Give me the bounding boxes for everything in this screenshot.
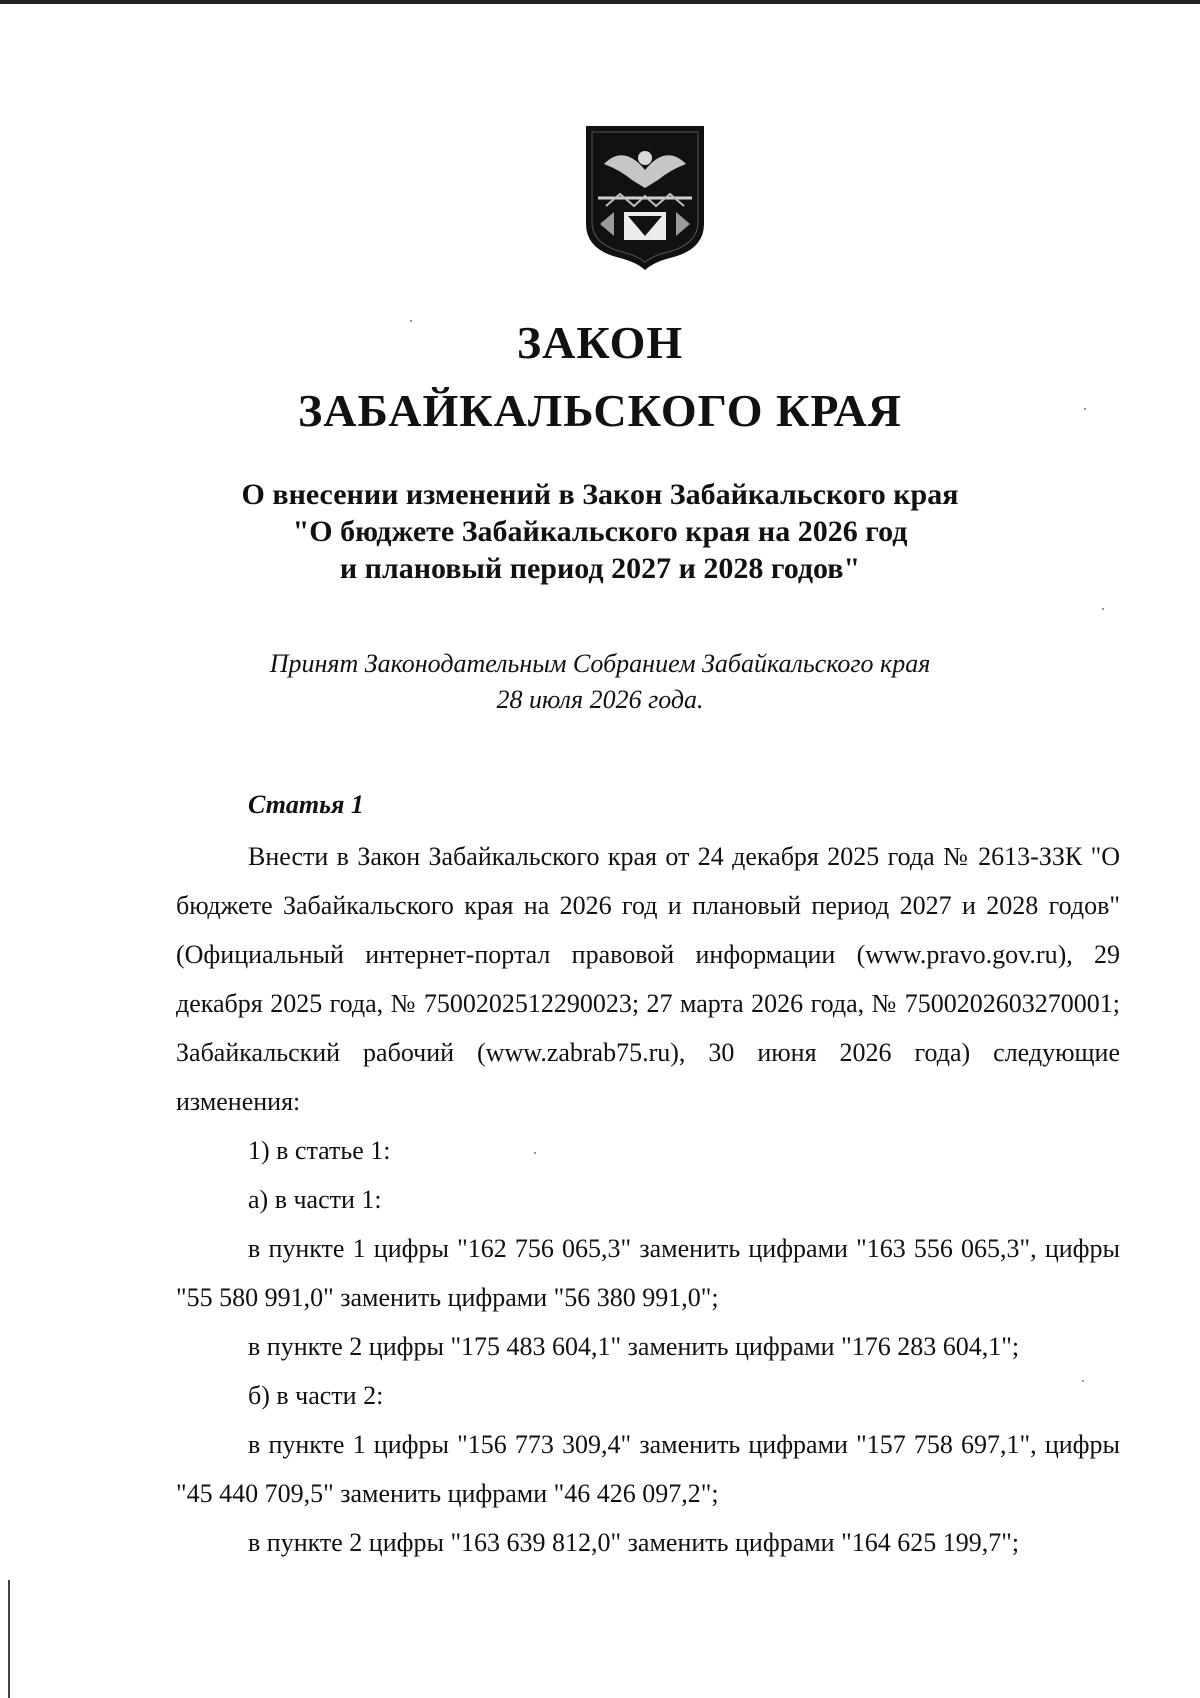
article-paragraph: в пункте 1 цифры "156 773 309,4" заменить цифрами "157 758 697,1", цифры "45 440 709,5" заменить цифрами "46 426 097,2"; — [176, 1430, 1120, 1508]
article-paragraph: в пункте 1 цифры "162 756 065,3" заменить цифрами "163 556 065,3", цифры "55 580 991,0" заменить цифрами "56 380 991,0"; — [176, 1234, 1120, 1312]
adoption-line: Принят Законодательным Собранием Забайкальского края — [269, 649, 931, 678]
article-paragraph: в пункте 2 цифры "163 639 812,0" заменить цифрами "164 625 199,7"; — [248, 1528, 1020, 1557]
article-paragraph: Внести в Закон Забайкальского края от 24 декабря 2025 года № 2613-ЗЗК "О бюджете Забайкальского края на 2026 год и плановый период 2027 и 2028 годов" (Официальный интернет-портал правовой информации (www.pravo.gov.ru), 29 декабря 2025 года, № 7500202512290023; 27 марта 2026 года, № 7500202603270001; Забайкальский рабочий (www.zabrab75.ru), 30 июня 2026 года) следующие изменения: — [176, 842, 1120, 1116]
law-title: ЗАКОН — [516, 317, 684, 368]
scan-edge-top — [0, 0, 1200, 4]
article-paragraph: б) в части 2: — [248, 1381, 384, 1410]
article-paragraph: а) в части 1: — [248, 1185, 382, 1214]
scan-edge-left — [8, 1580, 10, 1698]
subtitle-line: и плановый период 2027 и 2028 годов" — [339, 552, 861, 585]
subtitle-line: О внесении изменений в Закон Забайкальского края — [241, 478, 959, 511]
subtitle-line: "О бюджете Забайкальского края на 2026 год — [292, 515, 908, 548]
article-paragraph: в пункте 2 цифры "175 483 604,1" заменить цифрами "176 283 604,1"; — [248, 1332, 1020, 1361]
region-title: ЗАБАЙКАЛЬСКОГО КРАЯ — [297, 385, 903, 436]
law-subtitle — [200, 476, 1000, 587]
adoption-note — [200, 646, 1000, 718]
article-heading: Статья 1 — [248, 790, 364, 819]
article-body — [176, 832, 1120, 1567]
article-paragraph: 1) в статье 1: — [248, 1136, 391, 1165]
scan-speck — [1102, 608, 1104, 610]
coat-of-arms-icon — [584, 124, 706, 270]
adoption-date: 28 июля 2026 года. — [496, 685, 704, 714]
